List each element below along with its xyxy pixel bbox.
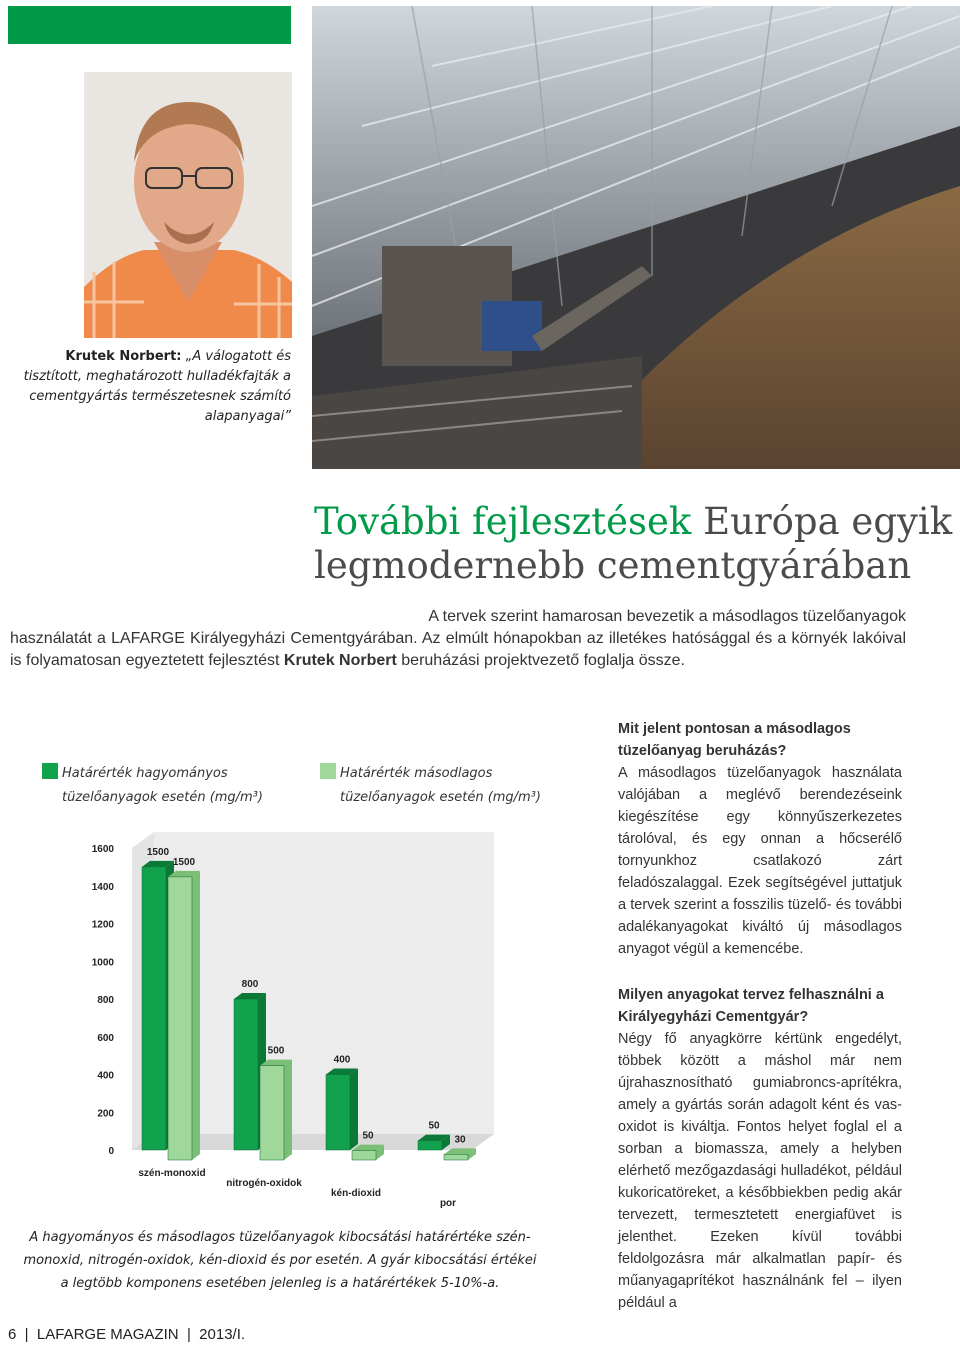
data-label: 50 [428, 1120, 440, 1132]
lead-part-1: használatát a LAFARGE Királyegyházi Cementgyárában. Az elmúlt hónapokban az illetékes hatósággal és a környék lakóival is folyamatosan egyeztetett fejlesztést [10, 630, 906, 669]
bar-side [192, 871, 200, 1160]
bar [142, 867, 166, 1150]
legend-conventional-line2: tüzelőanyagok esetén (mg/m³) [62, 790, 264, 805]
legend-swatch-conventional [42, 763, 58, 779]
header-green-bar [8, 6, 291, 44]
bar [444, 1154, 468, 1160]
emission-chart-svg [70, 828, 500, 1228]
caption-name: Krutek Norbert: [65, 349, 182, 364]
bar-side [350, 1069, 358, 1151]
lead-first-line: A tervek szerint hamarosan bevezetik a másodlagos tüzelőanyagok [428, 608, 906, 625]
emission-chart [70, 828, 500, 1228]
y-tick-label: 200 [97, 1108, 114, 1120]
answer-2: Négy fő anyagkörre kértünk engedélyt, többek között a máshol már nem újrahasznosítható gumiabroncs-aprítékra, amely a gyártás során adagolt ként és vas-oxidot is kiváltja. Fontos helyet foglal el a sorban a biomassza, amely a helyben elérhető mezőgazdasági hulladékot, például kukoricatöreket, a későbbiekben pedig akár tervezett, termesztetett energiafüvet is jelenthet. Ezeken kívül további feldolgozásra már alkalmatlan papír- és műanyagaprítékot használnánk fel – ilyen például a [618, 1031, 902, 1311]
page-footer: 6 | LAFARGE MAGAZIN | 2013/I. [8, 1326, 246, 1343]
photo-caption [10, 347, 291, 427]
y-tick-label: 800 [97, 995, 114, 1006]
y-tick-label: 0 [108, 1146, 114, 1157]
y-tick-label: 1200 [91, 919, 114, 931]
data-label: 1500 [172, 856, 196, 868]
legend-item-secondary [320, 762, 541, 810]
factory-photo [312, 6, 960, 469]
data-label: 500 [267, 1045, 285, 1057]
data-label: 50 [362, 1130, 374, 1142]
legend-conventional-line1: Határérték hagyományos [62, 766, 228, 781]
y-tick-label: 1000 [91, 957, 114, 969]
data-label: 800 [241, 979, 259, 990]
legend-secondary-line2: tüzelőanyagok esetén (mg/m³) [340, 790, 542, 805]
chart-back-wall [154, 832, 494, 1134]
lead-bold-name: Krutek Norbert [283, 652, 397, 669]
portrait-photo [84, 72, 292, 338]
category-label: nitrogén-oxidok [226, 1178, 302, 1189]
lead-part-2: beruházási projektvezető foglalja össze. [396, 652, 685, 669]
article-title-rest: Európa egyik legmodernebb cementgyárában [314, 500, 953, 587]
y-tick-label: 1400 [91, 881, 114, 893]
bar [168, 877, 192, 1160]
answer-1: A másodlagos tüzelőanyagok használata valójában a meglévő berendezéseink kiegészítése egy könnyűszerkezetes tárolóval, és egy onnan a hőcserélő tornyunkhoz csatlakozó zárt feladószalaggal. Ezek segítségével juttatjuk a tervek szerint a fosszilis tüzelő- és további adalékanyagokat kiváltó új másodlagos anyagot végül a kemencébe. [618, 765, 902, 957]
data-label: 1500 [146, 846, 170, 858]
y-tick-label: 600 [97, 1032, 114, 1044]
y-tick-label: 1600 [91, 844, 114, 855]
caption-quote: „A válogatott és tisztított, meghatározott hulladékfajták a cementgyártás természetesnek számító alapanyagai” [23, 349, 291, 424]
legend-swatch-secondary [320, 763, 336, 779]
bar [260, 1066, 284, 1160]
interview-block-1 [618, 718, 902, 960]
bar [418, 1141, 442, 1150]
chart-caption: A hagyományos és másodlagos tüzelőanyagok kibocsátási határértéke szén-monoxid, nitrogén-oxidok, kén-dioxid és por esetén. A gyár kibocsátási értékei a legtöbb komponens esetében jelenleg is a határértékek 5-10%-a. [23, 1230, 537, 1291]
data-label: 400 [333, 1054, 351, 1066]
interview-block-2 [618, 984, 902, 1314]
question-1: Mit jelent pontosan a másodlagos tüzelőanyag beruházás? [618, 721, 851, 759]
bar-side [284, 1060, 292, 1160]
bar [326, 1075, 350, 1151]
category-label: por [439, 1198, 457, 1209]
article-lead [10, 606, 906, 672]
category-label: kén-dioxid [330, 1188, 382, 1199]
article-title [314, 500, 954, 588]
legend-item-conventional [42, 762, 263, 810]
article-title-highlight: További fejlesztések [314, 500, 692, 543]
data-label: 30 [454, 1134, 466, 1146]
category-label: szén-monoxid [138, 1168, 206, 1179]
bar [234, 999, 258, 1150]
bar [352, 1151, 376, 1160]
y-tick-label: 400 [97, 1070, 114, 1082]
legend-secondary-line1: Határérték másodlagos [340, 766, 493, 781]
question-2: Milyen anyagokat tervez felhasználni a Királyegyházi Cementgyár? [618, 987, 884, 1025]
